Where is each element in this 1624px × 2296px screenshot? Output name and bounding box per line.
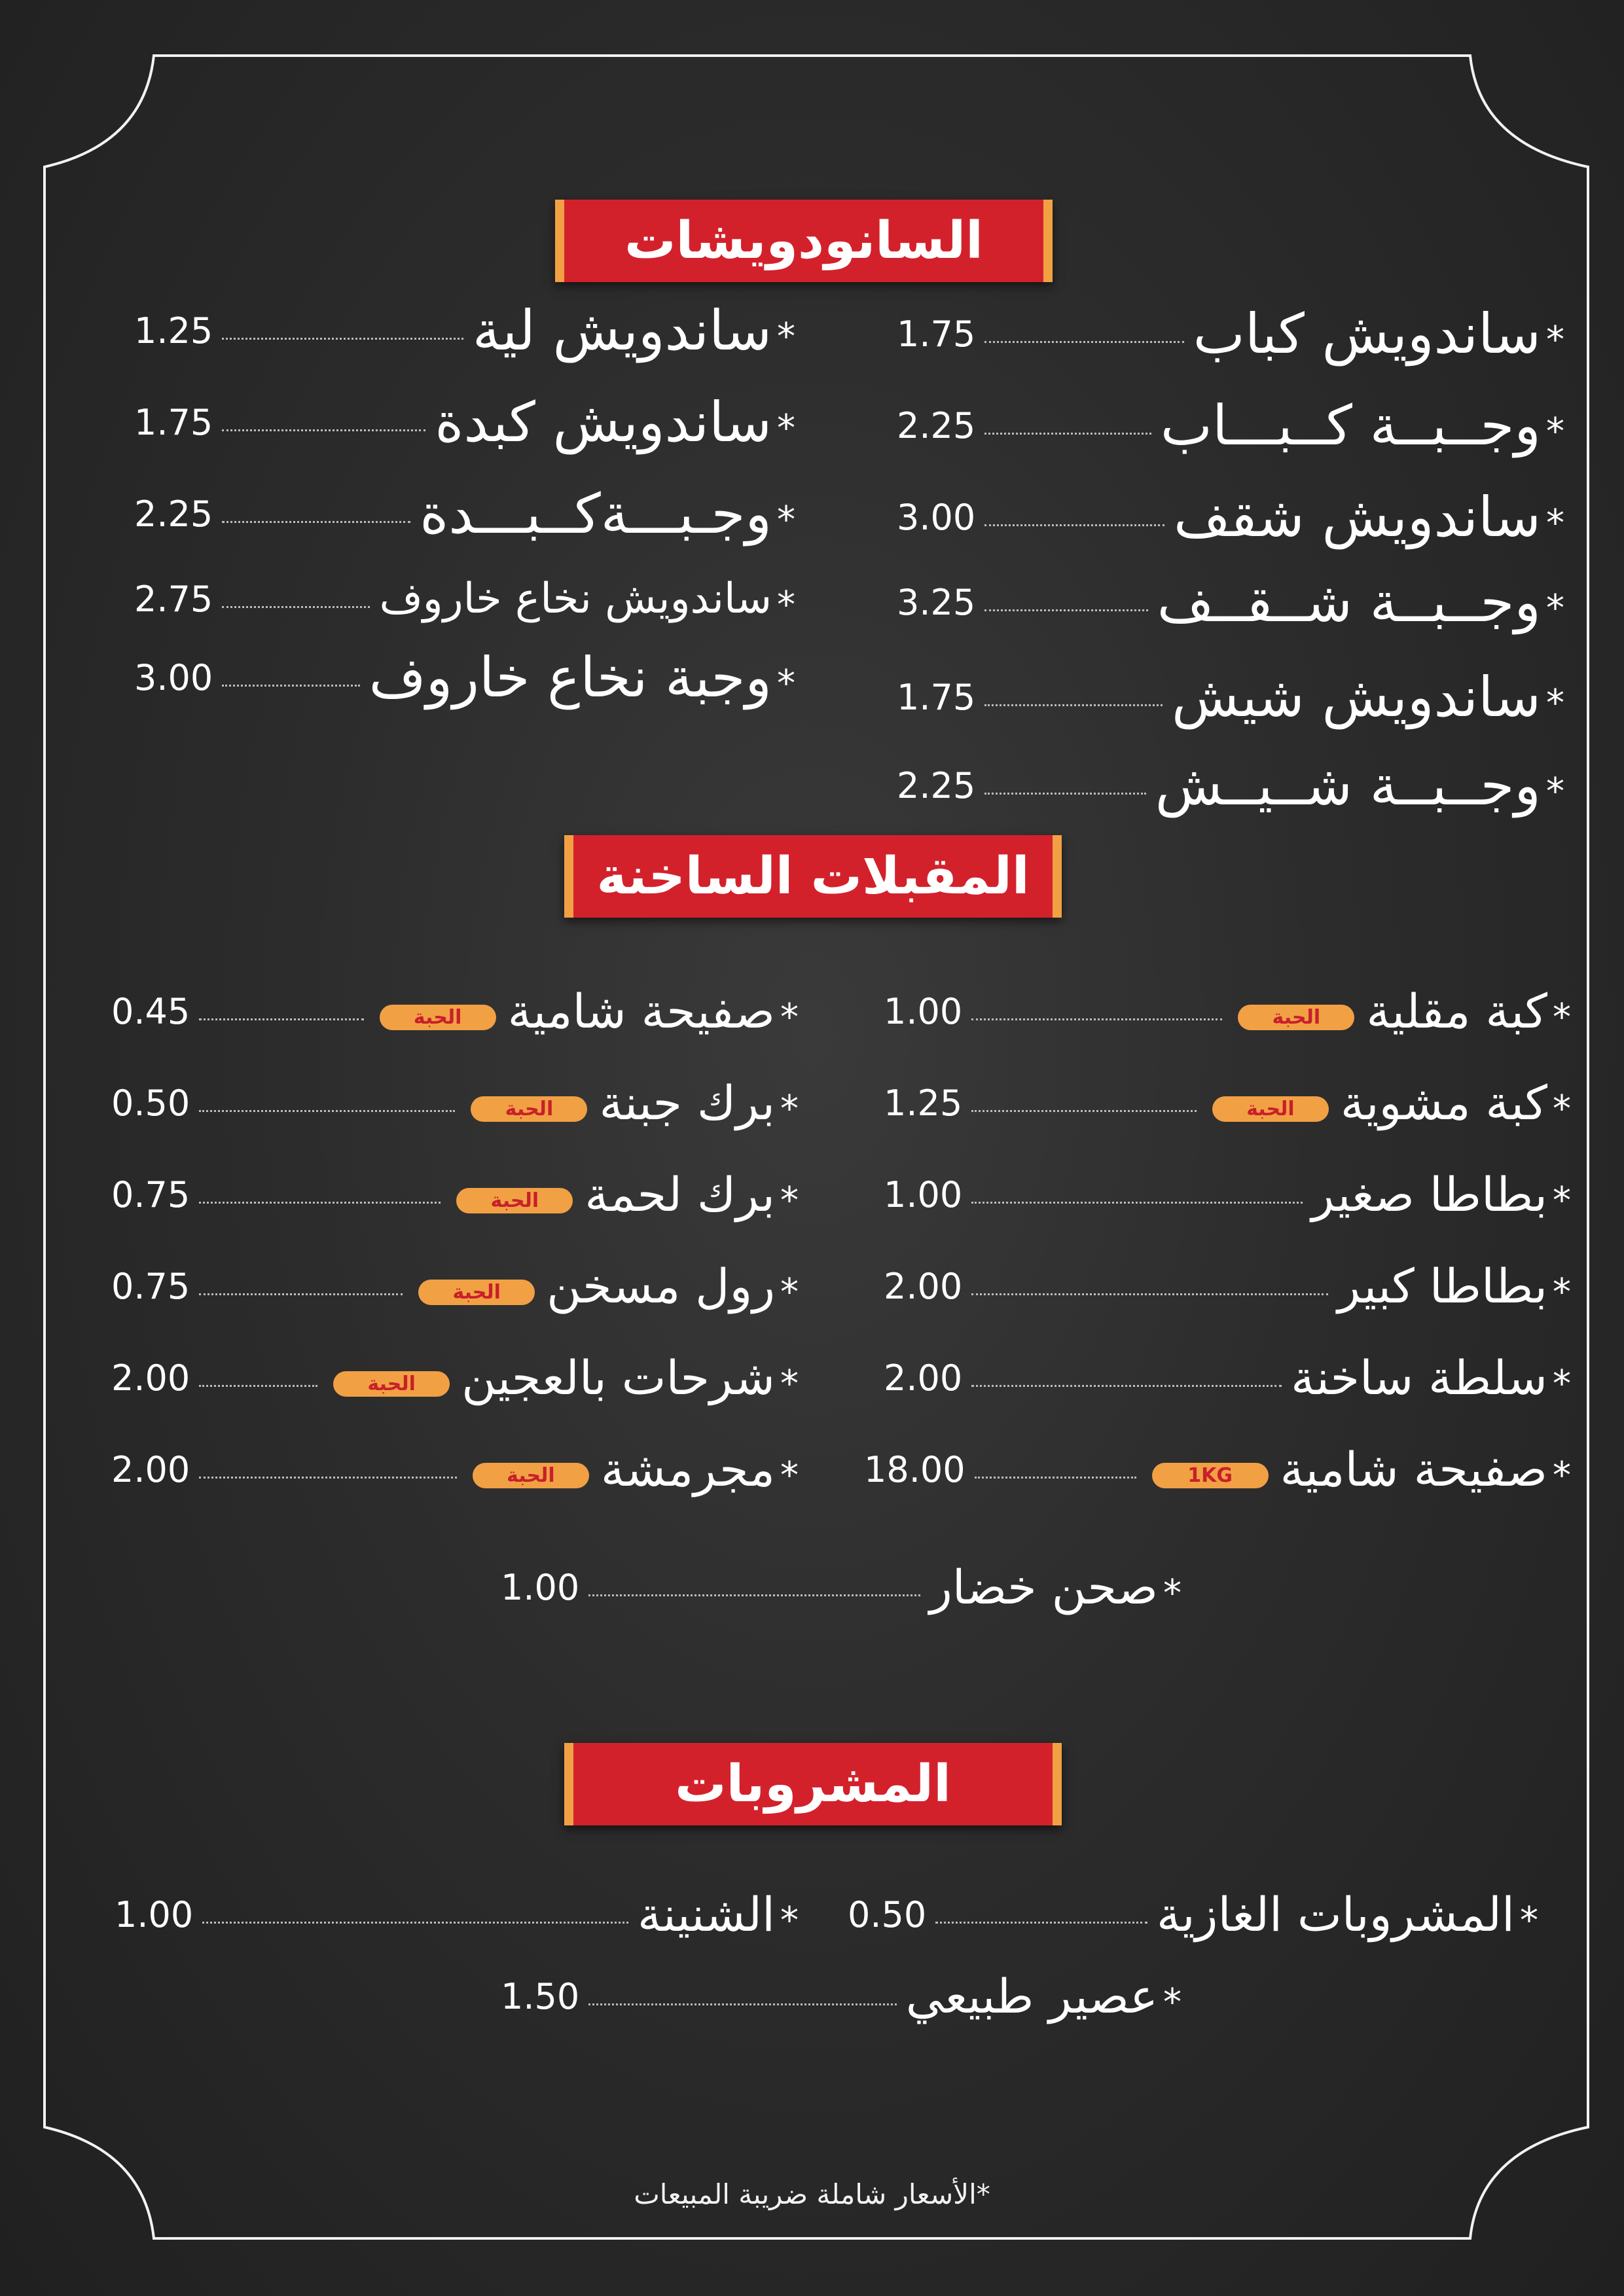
dotted-leader — [199, 1202, 441, 1204]
item-name: كبة مقلية — [1366, 984, 1547, 1039]
menu-item — [864, 1430, 1571, 1509]
dotted-leader — [935, 1922, 1147, 1924]
dotted-leader — [199, 1293, 403, 1295]
unit-badge: الحبة — [473, 1463, 589, 1488]
menu-item — [848, 1875, 1538, 1954]
menu-item — [897, 746, 1564, 825]
item-price: 1.00 — [501, 1566, 580, 1608]
item-name: وجـبـــةكــبـــدة — [420, 482, 772, 546]
dotted-leader — [971, 1110, 1197, 1112]
menu-item — [111, 1338, 799, 1417]
item-name: صفيحة شامية — [507, 984, 775, 1039]
item-price: 1.00 — [884, 1174, 963, 1215]
item-price: 2.00 — [111, 1357, 190, 1399]
menu-item — [884, 1155, 1571, 1234]
dotted-leader — [984, 704, 1163, 706]
item-price: 2.25 — [134, 493, 213, 535]
bullet-star: * — [780, 1087, 799, 1130]
item-name: كبة مشوية — [1340, 1075, 1547, 1130]
item-name: برك جبنة — [599, 1075, 775, 1130]
unit-badge: الحبة — [418, 1280, 535, 1305]
dotted-leader — [199, 1110, 455, 1112]
item-name: مجرمشة — [600, 1442, 775, 1497]
bullet-star: * — [777, 583, 795, 626]
item-price: 0.75 — [111, 1265, 190, 1307]
item-name: وجبة نخاع خاروف — [369, 645, 772, 709]
item-name: ساندويش لية — [472, 298, 772, 363]
bullet-star: * — [1553, 1362, 1571, 1405]
item-price: 18.00 — [864, 1448, 965, 1490]
menu-item — [897, 478, 1564, 556]
bullet-star: * — [777, 662, 795, 705]
bullet-star: * — [780, 1454, 799, 1497]
item-price: 3.00 — [134, 656, 213, 698]
dotted-leader — [971, 1202, 1302, 1204]
item-price: 2.25 — [897, 764, 976, 806]
menu-item — [111, 1430, 799, 1509]
menu-item — [111, 1155, 799, 1234]
menu-item — [115, 1875, 799, 1954]
item-name: المشروبات الغازية — [1157, 1887, 1515, 1942]
menu-item — [884, 1247, 1571, 1325]
item-name: رول مسخن — [547, 1259, 775, 1314]
item-price: 1.50 — [501, 1975, 580, 2017]
item-name: صحن خضار — [929, 1560, 1158, 1615]
unit-badge: الحبة — [380, 1005, 496, 1030]
menu-item — [501, 1957, 1182, 2036]
bullet-star: * — [780, 1362, 799, 1405]
item-name: بطاطا صغير — [1311, 1167, 1547, 1222]
bullet-star: * — [1553, 1087, 1571, 1130]
bullet-star: * — [1553, 996, 1571, 1039]
item-price: 3.25 — [897, 581, 976, 623]
item-name: صفيحة شامية — [1280, 1442, 1547, 1497]
item-price: 1.75 — [897, 676, 976, 718]
item-price: 3.00 — [897, 496, 976, 538]
item-name: شرحات بالعجين — [461, 1350, 775, 1405]
bullet-star: * — [1546, 681, 1564, 725]
tax-footnote: *الأسعار شاملة ضريبة المبيعات — [634, 2178, 990, 2210]
item-price: 0.50 — [111, 1082, 190, 1124]
menu-item — [134, 383, 795, 461]
menu-item — [897, 386, 1564, 465]
item-name: ساندويش كباب — [1193, 302, 1541, 366]
section-banner-sandwiches: السانودويشات — [555, 200, 1053, 282]
bullet-star: * — [777, 315, 795, 358]
dotted-leader — [588, 2003, 897, 2005]
bullet-star: * — [1163, 1571, 1182, 1615]
item-price: 1.00 — [884, 990, 963, 1032]
item-name: وجــبــة كــبـــاب — [1160, 393, 1541, 457]
item-price: 2.25 — [897, 404, 976, 446]
unit-badge: الحبة — [333, 1371, 450, 1397]
dotted-leader — [199, 1477, 457, 1479]
bullet-star: * — [1553, 1270, 1571, 1314]
dotted-leader — [199, 1385, 317, 1387]
bullet-star: * — [780, 1179, 799, 1222]
menu-item — [111, 1247, 799, 1325]
bullet-star: * — [1546, 501, 1564, 545]
bullet-star: * — [780, 1270, 799, 1314]
bullet-star: * — [1546, 318, 1564, 361]
dotted-leader — [222, 606, 370, 608]
item-price: 2.00 — [111, 1448, 190, 1490]
menu-item — [134, 560, 795, 638]
bullet-star: * — [1546, 410, 1564, 453]
dotted-leader — [984, 341, 1184, 343]
unit-badge: الحبة — [1238, 1005, 1354, 1030]
bullet-star: * — [1546, 770, 1564, 813]
item-price: 2.00 — [884, 1265, 963, 1307]
item-price: 1.00 — [115, 1893, 194, 1935]
dotted-leader — [984, 433, 1151, 435]
item-price: 1.75 — [897, 313, 976, 355]
bullet-star: * — [1520, 1899, 1538, 1942]
menu-item — [884, 1338, 1571, 1417]
menu-item — [897, 563, 1564, 641]
menu-item — [134, 475, 795, 553]
dotted-leader — [222, 429, 425, 431]
unit-badge: 1KG — [1152, 1463, 1269, 1488]
item-name: وجــبــة شــيــش — [1155, 753, 1541, 817]
item-price: 2.75 — [134, 578, 213, 620]
dotted-leader — [222, 521, 410, 523]
menu-item — [111, 972, 799, 1050]
section-banner-drinks: المشروبات — [564, 1743, 1062, 1825]
item-name: وجــبــة شــقــف — [1157, 570, 1541, 634]
bullet-star: * — [777, 498, 795, 541]
menu-item — [501, 1548, 1182, 1626]
dotted-leader — [222, 685, 359, 687]
dotted-leader — [971, 1385, 1282, 1387]
bullet-star: * — [1163, 1981, 1182, 2024]
item-name: سلطة ساخنة — [1291, 1350, 1547, 1405]
unit-badge: الحبة — [1212, 1096, 1329, 1122]
dotted-leader — [202, 1922, 628, 1924]
item-name: بطاطا كبير — [1337, 1259, 1547, 1314]
item-price: 0.75 — [111, 1174, 190, 1215]
item-price: 0.50 — [848, 1893, 927, 1935]
unit-badge: الحبة — [456, 1188, 573, 1213]
dotted-leader — [971, 1018, 1222, 1020]
menu-item — [884, 1064, 1571, 1142]
dotted-leader — [984, 609, 1147, 611]
unit-badge: الحبة — [471, 1096, 587, 1122]
dotted-leader — [199, 1018, 363, 1020]
menu-item — [111, 1064, 799, 1142]
menu-item — [897, 295, 1564, 373]
item-price: 1.25 — [884, 1082, 963, 1124]
dotted-leader — [971, 1293, 1328, 1295]
item-price: 0.45 — [111, 990, 190, 1032]
menu-item — [897, 658, 1564, 736]
bullet-star: * — [1553, 1454, 1571, 1497]
dotted-leader — [588, 1594, 920, 1596]
bullet-star: * — [1553, 1179, 1571, 1222]
dotted-leader — [984, 524, 1164, 526]
section-banner-hot-appetizers: المقبلات الساخنة — [564, 835, 1062, 918]
item-name: ساندويش نخاع خاروف — [379, 575, 772, 623]
item-name: ساندويش كبدة — [435, 390, 772, 454]
item-name: عصير طبيعي — [905, 1969, 1158, 2024]
bullet-star: * — [780, 1899, 799, 1942]
dotted-leader — [984, 793, 1146, 795]
bullet-star: * — [780, 996, 799, 1039]
item-price: 2.00 — [884, 1357, 963, 1399]
item-name: برك لحمة — [585, 1167, 775, 1222]
item-price: 1.75 — [134, 401, 213, 443]
bullet-star: * — [1546, 586, 1564, 630]
dotted-leader — [222, 338, 463, 340]
dotted-leader — [975, 1477, 1136, 1479]
item-name: الشنينة — [638, 1887, 775, 1942]
menu-item — [134, 291, 795, 370]
item-name: ساندويش شيش — [1171, 665, 1541, 729]
item-price: 1.25 — [134, 310, 213, 351]
menu-item — [134, 638, 795, 717]
menu-item — [884, 972, 1571, 1050]
bullet-star: * — [777, 406, 795, 450]
item-name: ساندويش شقف — [1173, 485, 1541, 549]
